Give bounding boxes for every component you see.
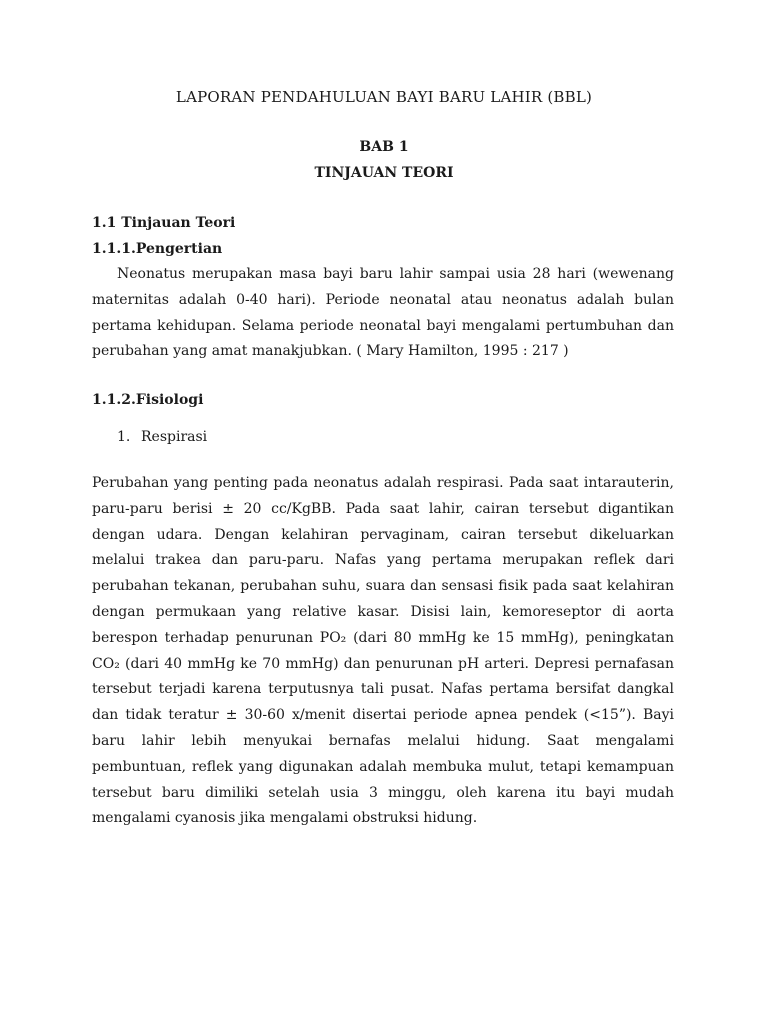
section-heading-1-1: 1.1 Tinjauan Teori [92, 215, 236, 231]
paragraph-pengertian: Neonatus merupakan masa bayi baru lahir sampai usia 28 hari (wewenang maternitas adalah 0-40 hari). Periode neonatal atau neonatus adalah bulan pertama kehidupan. Selama periode neonatal bayi mengalami pertumbuhan dan perubahan yang amat manakjubkan. ( Mary Hamilton, 1995 : 217 ) [92, 266, 674, 360]
section-heading-1-1-1: 1.1.1.Pengertian [92, 241, 223, 257]
section-heading-1-1-2: 1.1.2.Fisiologi [92, 392, 204, 408]
document-title: LAPORAN PENDAHULUAN BAYI BARU LAHIR (BBL) [175, 88, 593, 106]
chapter-title: TINJAUAN TEORI [314, 165, 454, 181]
list-item-number: 1. [117, 429, 131, 445]
list-item-label: Respirasi [141, 429, 208, 445]
chapter-heading: BAB 1 [359, 139, 409, 155]
paragraph-respirasi: Perubahan yang penting pada neonatus adalah respirasi. Pada saat intarauterin, paru-paru berisi ± 20 cc/KgBB. Pada saat lahir, cairan tersebut digantikan dengan udara. Dengan kelahiran pervaginam, cairan tersebut dikeluarkan melalui trakea dan paru-paru. Nafas yang pertama merupakan reflek dari perubahan tekanan, perubahan suhu, suara dan sensasi fisik pada saat kelahiran dengan permukaan yang relative kasar. Disisi lain, kemoreseptor di aorta berespon terhadap penurunan PO₂ (dari 80 mmHg ke 15 mmHg), peningkatan CO₂ (dari 40 mmHg ke 70 mmHg) dan penurunan pH arteri. Depresi pernafasan tersebut terjadi karena terputusnya tali pusat. Nafas pertama bersifat dangkal dan tidak teratur ± 30-60 x/menit disertai periode apnea pendek (<15”). Bayi baru lahir lebih menyukai bernafas melalui hidung. Saat mengalami pembuntuan, reflek yang digunakan adalah membuka mulut, tetapi kemampuan tersebut baru dimiliki setelah usia 3 minggu, oleh karena itu bayi mudah mengalami cyanosis jika mengalami obstruksi hidung. [92, 475, 674, 827]
list-item-respirasi [117, 429, 207, 445]
